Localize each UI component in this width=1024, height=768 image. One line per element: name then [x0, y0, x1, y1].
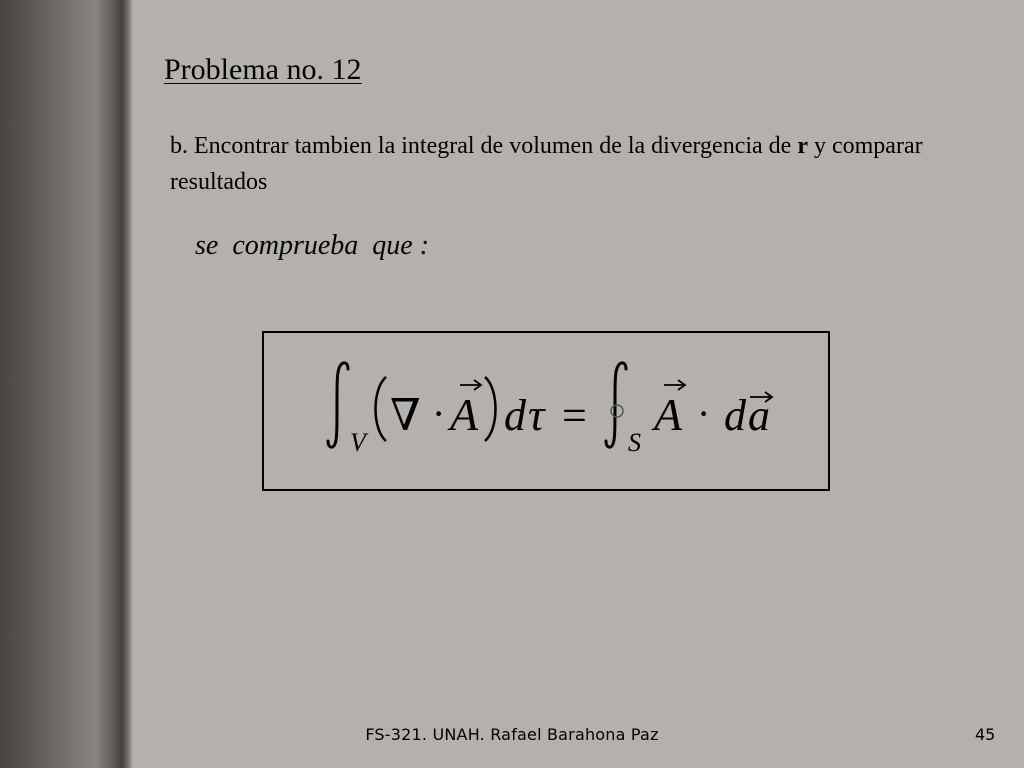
- nabla-symbol: ∇: [390, 391, 421, 440]
- statement-text-suffix: y comparar resultados: [170, 133, 923, 195]
- verification-note: se comprueba que :: [195, 230, 430, 261]
- vector-a-right: A: [654, 389, 683, 440]
- right-parenthesis: [485, 377, 496, 441]
- volume-integral-sign: [328, 363, 348, 447]
- divergence-theorem-equation: [264, 333, 828, 489]
- closed-surface-circle: [611, 405, 623, 417]
- tau-symbol: τ: [528, 389, 545, 440]
- equals-sign: =: [562, 391, 587, 440]
- slide-footer: FS-321. UNAH. Rafael Barahona Paz: [365, 725, 659, 744]
- left-parenthesis: [376, 377, 387, 441]
- integral-subscript-s: S: [628, 428, 641, 457]
- vector-a-area: a: [748, 391, 770, 440]
- dot-operator-left: ·: [432, 391, 446, 436]
- statement-vector-r: r: [797, 133, 808, 159]
- decorative-side-band: [0, 0, 133, 768]
- slide-title: Problema no. 12: [164, 53, 362, 86]
- statement-text-prefix: b. Encontrar tambien la integral de volumen de la divergencia de: [170, 133, 798, 159]
- vector-a-left: A: [450, 389, 479, 440]
- page-number: 45: [975, 725, 996, 744]
- integral-subscript-v: V: [350, 428, 366, 457]
- differential-d: d: [504, 391, 526, 440]
- dot-operator-right: ·: [697, 391, 711, 436]
- differential-d-area: d: [724, 391, 746, 440]
- equation-box: [262, 331, 830, 491]
- problem-statement: [170, 128, 990, 200]
